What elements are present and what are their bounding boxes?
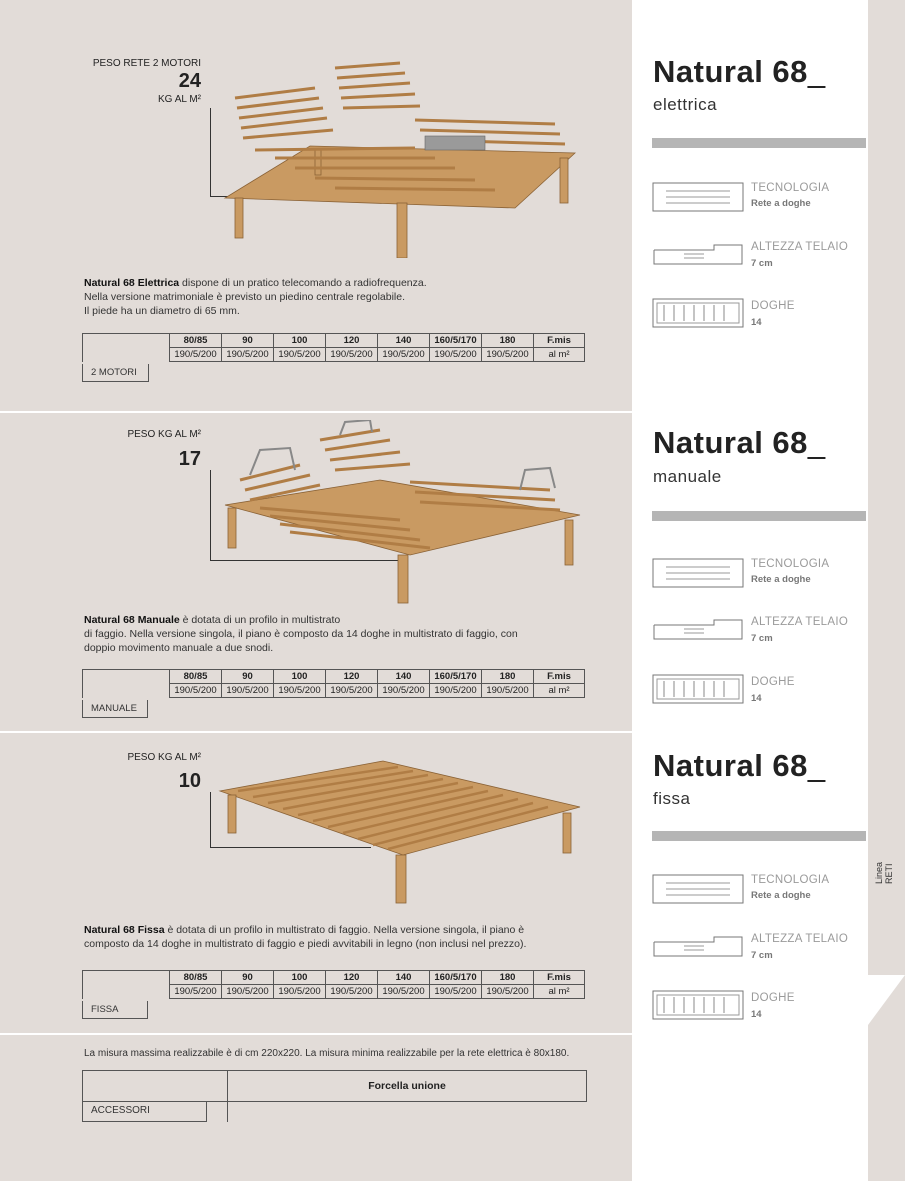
spec-label: DOGHE [751,676,795,688]
size-sub: 190/5/200 [274,684,326,698]
size-sub: 190/5/200 [378,348,430,362]
spec-label: ALTEZZA TELAIO [751,241,849,253]
spec-label: ALTEZZA TELAIO [751,616,849,628]
product-subtitle: elettrica [653,95,718,114]
variant-tag: 2 MOTORI [82,364,149,382]
size-table-blank [83,971,170,999]
size-sub: 190/5/200 [482,985,534,999]
accessories-tag: ACCESSORI [82,1101,207,1122]
description [84,923,526,951]
altezza-telaio-icon [652,618,744,642]
size-sub: 190/5/200 [482,684,534,698]
size-sub: 190/5/200 [274,348,326,362]
spec-label: DOGHE [751,992,795,1004]
size-header: F.mis [534,670,585,684]
weight-label: PESO KG AL M² [127,752,201,763]
size-header: 160/5/170 [430,334,482,348]
product-title [653,54,826,90]
side-tab-line1: Linea [874,862,884,885]
description-text: è dotata di un profilo in multistrato di faggio. Nella versione singola, il piano è [164,924,525,936]
size-note: La misura massima realizzabile è di cm 220x220. La misura minima realizzabile per la rete elettrica è 80x180. [84,1048,570,1059]
weight-unit: KG AL M² [158,94,201,105]
section-divider [0,411,632,413]
product-title-text: Natural 68 [653,54,808,89]
size-header: 120 [326,971,378,985]
section-divider [0,1033,632,1035]
description [84,613,518,655]
size-header: 80/85 [170,334,222,348]
product-title [653,425,826,461]
grey-bar [652,511,866,521]
spec-value: 7 cm [751,950,773,961]
size-sub: 190/5/200 [326,348,378,362]
description-line: doppio movimento manuale a due snodi. [84,642,274,654]
description-text: dispone di un pratico telecomando a radiofrequenza. [179,277,427,289]
page-edge-cut [868,975,905,1025]
size-sub: 190/5/200 [222,985,274,999]
size-table [82,333,585,362]
description-line: Il piede ha un diametro di 65 mm. [84,305,240,317]
section-divider [0,731,632,733]
size-header: 180 [482,334,534,348]
size-sub: 190/5/200 [378,684,430,698]
size-header: 100 [274,334,326,348]
size-header: F.mis [534,334,585,348]
size-sub: al m² [534,985,585,999]
size-sub: 190/5/200 [274,985,326,999]
size-header: 100 [274,971,326,985]
side-tab [874,862,900,884]
title-underscore: _ [807,425,826,460]
spec-value: 14 [751,1009,762,1020]
altezza-telaio-icon [652,935,744,959]
spec-label: TECNOLOGIA [751,182,830,194]
size-sub: 190/5/200 [326,985,378,999]
weight-value: 17 [178,448,201,470]
weight-value: 24 [178,70,201,92]
description-text: è dotata di un profilo in multistrato [179,614,341,626]
tecnologia-icon [652,182,744,212]
description-line: di faggio. Nella versione singola, il piano è composto da 14 doghe in multistrato di faggio, con [84,628,518,640]
spec-value: Rete a doghe [751,198,811,209]
variant-tag: MANUALE [82,700,148,718]
size-sub: 190/5/200 [170,684,222,698]
size-sub: 190/5/200 [482,348,534,362]
weight-label: PESO KG AL M² [127,429,201,440]
bed-elettrica-image [215,58,585,258]
spec-value: Rete a doghe [751,574,811,585]
size-header: 80/85 [170,670,222,684]
spec-value: 7 cm [751,633,773,644]
description [84,276,427,318]
size-sub: 190/5/200 [430,348,482,362]
weight-value: 10 [178,770,201,792]
product-title [653,748,826,784]
size-header: 160/5/170 [430,670,482,684]
size-table [82,669,585,698]
bed-fissa-image [218,755,583,905]
product-name: Natural 68 Manuale [84,614,180,626]
spec-value: Rete a doghe [751,890,811,901]
doghe-icon [652,298,744,328]
size-sub: 190/5/200 [222,348,274,362]
accessory-item: Forcella unione [368,1080,446,1092]
spec-value: 14 [751,693,762,704]
product-name: Natural 68 Fissa [84,924,165,936]
size-sub: al m² [534,348,585,362]
product-title-text: Natural 68 [653,748,808,783]
size-header: 120 [326,670,378,684]
size-header: 120 [326,334,378,348]
size-header: 180 [482,670,534,684]
size-sub: al m² [534,684,585,698]
description-line: composto da 14 doghe in multistrato di faggio e piedi avvitabili in legno (non inclusi nel prezzo). [84,938,527,950]
spec-label: DOGHE [751,300,795,312]
size-header: 180 [482,971,534,985]
size-header: 90 [222,670,274,684]
product-subtitle: manuale [653,467,722,486]
size-header: 90 [222,334,274,348]
spec-label: ALTEZZA TELAIO [751,933,849,945]
size-header: 160/5/170 [430,971,482,985]
altezza-telaio-icon [652,243,744,267]
size-table-blank [83,670,170,698]
product-name: Natural 68 Elettrica [84,277,180,289]
description-line: Nella versione matrimoniale è previsto un piedino centrale regolabile. [84,291,406,303]
size-header: 90 [222,971,274,985]
size-sub: 190/5/200 [170,985,222,999]
size-sub: 190/5/200 [170,348,222,362]
side-tab-line2: RETI [884,863,894,885]
doghe-icon [652,990,744,1020]
size-header: 140 [378,670,430,684]
size-table-blank [83,334,170,362]
grey-bar [652,831,866,841]
size-header: 140 [378,334,430,348]
weight-label: PESO RETE 2 MOTORI [92,58,201,69]
size-sub: 190/5/200 [430,684,482,698]
size-sub: 190/5/200 [326,684,378,698]
spec-value: 14 [751,317,762,328]
size-header: 100 [274,670,326,684]
accessories-divider [227,1070,228,1122]
size-header: F.mis [534,971,585,985]
size-sub: 190/5/200 [430,985,482,999]
variant-tag: FISSA [82,1001,148,1019]
size-table [82,970,585,999]
size-header: 140 [378,971,430,985]
spec-value: 7 cm [751,258,773,269]
title-underscore: _ [807,748,826,783]
size-sub: 190/5/200 [378,985,430,999]
doghe-icon [652,674,744,704]
spec-label: TECNOLOGIA [751,558,830,570]
product-title-text: Natural 68 [653,425,808,460]
grey-bar [652,138,866,148]
tecnologia-icon [652,874,744,904]
bed-manuale-image [220,420,585,605]
size-header: 80/85 [170,971,222,985]
size-sub: 190/5/200 [222,684,274,698]
spec-label: TECNOLOGIA [751,874,830,886]
product-subtitle: fissa [653,789,691,808]
title-underscore: _ [807,54,826,89]
tecnologia-icon [652,558,744,588]
